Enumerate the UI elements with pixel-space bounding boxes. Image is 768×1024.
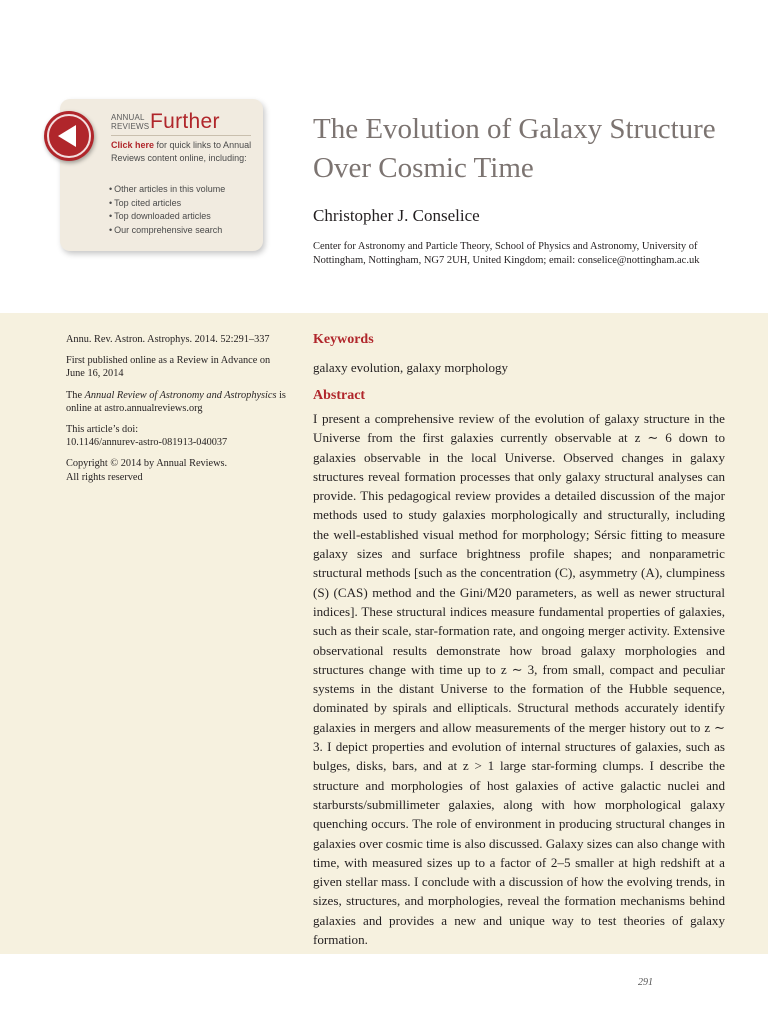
article-meta	[66, 333, 288, 492]
logo-line-2: REVIEWS	[111, 122, 150, 131]
journal-prefix: The	[66, 389, 85, 401]
article-title: The Evolution of Galaxy Structure Over Cosmic Time	[313, 113, 716, 184]
doi-value[interactable]: 10.1146/annurev-astro-081913-040037	[66, 437, 228, 449]
further-description-text: for quick links to Annual Reviews content online, including:	[111, 140, 252, 163]
doi-label: This article’s doi:	[66, 424, 139, 436]
further-link-item[interactable]: • Other articles in this volume	[109, 183, 225, 197]
first-published: First published online as a Review in Advance on June 16, 2014	[66, 355, 271, 380]
annual-reviews-logo	[111, 113, 151, 131]
doi-block	[66, 423, 288, 449]
further-title: Further	[150, 110, 220, 133]
journal-suffix: is online at astro.annualreviews.org	[66, 389, 286, 414]
click-here-link[interactable]: Click here	[111, 140, 155, 150]
citation: Annu. Rev. Astron. Astrophys. 2014. 52:291–337	[66, 334, 270, 345]
further-link-item[interactable]: • Top cited articles	[109, 197, 225, 211]
further-link-button[interactable]	[44, 111, 94, 161]
journal-name: Annual Review of Astronomy and Astrophysics	[84, 389, 277, 401]
logo-line-1: ANNUAL	[111, 113, 145, 122]
copyright-block	[66, 457, 288, 483]
abstract-heading: Abstract	[313, 388, 366, 403]
further-links	[109, 183, 225, 237]
page-number: 291	[638, 977, 653, 988]
author-affiliation: Center for Astronomy and Particle Theory, School of Physics and Astronomy, University of Nottingham, Nottingham, NG7 2UH, United Kingdom; email: conselice@nottingham.ac.uk	[313, 241, 700, 266]
abstract-text: I present a comprehensive review of the evolution of galaxy structure in the Universe from the first galaxies currently observable at z ∼ 6 down to galaxies observable in the local Universe. Observed changes in galaxy structures reveal formation processes that only galaxy structural analyses can provide. This pedagogical review provides a detailed discussion of the major methods used to study galaxies morphologically and structurally, including the well-established visual method for morphology; Sérsic fitting to measure galaxy sizes and surface brightness profile shapes; and nonparametric structural methods [such as the concentration (C), asymmetry (A), clumpiness (S) (CAS) method and the Gini/M20 parameters, as well as newer structural indices]. These structural indices measure fundamental properties of galaxies, such as their scale, star-formation rate, and ongoing merger activity. Extensive observational results demonstrate how broad galaxy morphologies and structures change with time up to z ∼ 3, from small, compact and peculiar systems in the distant Universe to the formation of the Hubble sequence, dominated by spirals and ellipticals. Structural methods accurately identify galaxies in mergers and allow measurements of the merger history out to z ∼ 3. I depict properties and evolution of internal structures of galaxies, such as bulges, disks, bars, and at z > 1 large star-forming clumps. I describe the structure and morphologies of host galaxies of active galactic nuclei and starbursts/submillimeter galaxies, along with how morphological galaxy quenching occurs. The role of environment in producing structural changes in galaxies over cosmic time is also discussed. Galaxy sizes can also change with time, with measured sizes up to a factor of 2–5 smaller at high redshift at a given stellar mass. I conclude with a discussion of how the evolving trends, in sizes, structures, and morphologies, reveal the formation mechanisms behind galaxies and provides a new and unique way to test theories of galaxy formation.	[313, 411, 725, 948]
keywords-heading: Keywords	[313, 332, 374, 347]
left-arrow-icon	[44, 111, 94, 161]
further-link-item[interactable]: • Top downloaded articles	[109, 210, 225, 224]
copyright: Copyright © 2014 by Annual Reviews.	[66, 458, 228, 470]
author-name: Christopher J. Conselice	[313, 206, 480, 225]
further-link-item[interactable]: • Our comprehensive search	[109, 224, 225, 238]
journal-online	[66, 389, 288, 415]
divider	[111, 135, 251, 136]
keywords-text: galaxy evolution, galaxy morphology	[313, 360, 508, 375]
rights: All rights reserved	[66, 471, 143, 483]
further-description	[111, 139, 261, 164]
